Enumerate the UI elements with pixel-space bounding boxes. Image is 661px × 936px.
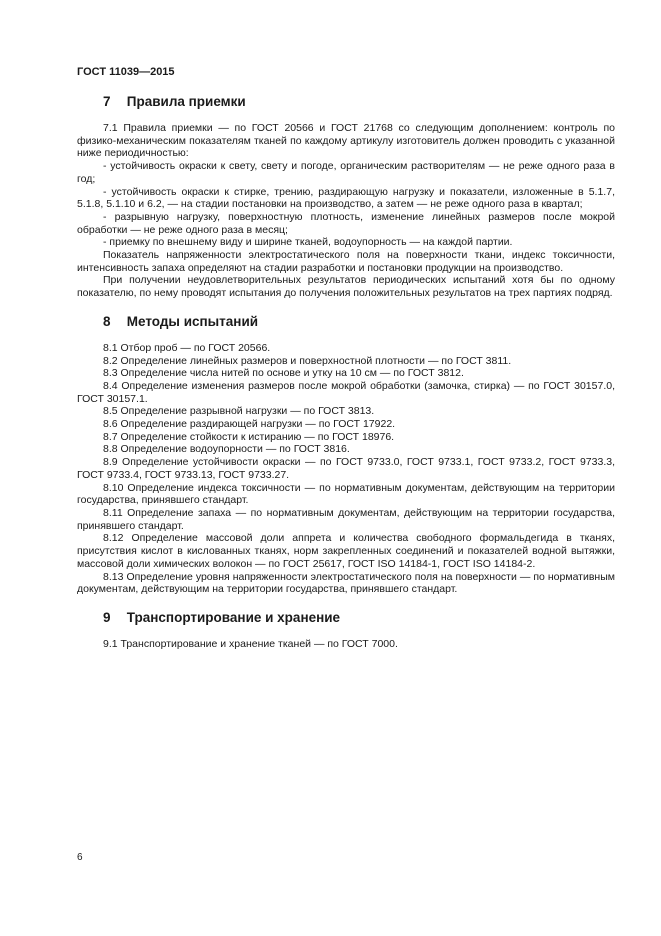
paragraph-8-3: 8.3 Определение числа нитей по основе и утку на 10 см — по ГОСТ 3812. — [103, 367, 464, 380]
page-number: 6 — [77, 852, 83, 863]
section-8-title — [103, 314, 615, 330]
section-8-title-text: Методы испытаний — [126, 313, 259, 329]
paragraph-8-7: 8.7 Определение стойкости к истиранию — по ГОСТ 18976. — [103, 430, 395, 443]
section-8-number: 8 — [103, 313, 111, 329]
section-7-title — [103, 94, 615, 110]
section-9-number: 9 — [103, 609, 111, 625]
paragraph-8-12: 8.12 Определение массовой доли аппрета и количества свободного формальдегида в тканях, присутствия кислот в кислованных тканях, норм закрепленных соединений и показателей водной вытяжки, массовой доли химических волокон — по ГОСТ 25617, ГОСТ ISO 14184-1, ГОСТ ISO 14184-2. — [77, 532, 615, 570]
paragraph-8-1: 8.1 Отбор проб — по ГОСТ 20566. — [103, 341, 271, 354]
paragraph-8-8: 8.8 Определение водоупорности — по ГОСТ 3816. — [103, 443, 350, 456]
section-7-number: 7 — [103, 94, 111, 109]
list-item-7-a: - устойчивость окраски к свету, свету и погоде, органическим растворителям — не реже одного раза в год; — [77, 160, 615, 185]
paragraph-8-11: 8.11 Определение запаха — по нормативным документам, действующим на территории государства, принявшего стандарт. — [77, 506, 615, 532]
document-code-header: ГОСТ 11039—2015 — [77, 66, 175, 78]
paragraph-9-1: 9.1 Транспортирование и хранение тканей — по ГОСТ 7000. — [103, 637, 398, 650]
section-8 — [77, 314, 615, 596]
paragraph-8-10: 8.10 Определение индекса токсичности — по нормативным документам, действующим на территории государства, принявшего стандарт. — [77, 481, 615, 507]
section-7 — [77, 94, 615, 300]
paragraph-8-9: 8.9 Определение устойчивости окраски — по ГОСТ 9733.0, ГОСТ 9733.1, ГОСТ 9733.2, ГОСТ 9733.3, ГОСТ 9733.4, ГОСТ 9733.13, ГОСТ 9733.27. — [77, 456, 615, 481]
paragraph-8-5: 8.5 Определение разрывной нагрузки — по ГОСТ 3813. — [103, 405, 375, 418]
paragraph-8-13: 8.13 Определение уровня напряженности электростатического поля на поверхности — по нормативным документам, действующим на территории государства, принявшего стандарт. — [77, 570, 615, 596]
paragraph-8-4: 8.4 Определение изменения размеров после мокрой обработки (замочка, стирка) — по ГОСТ 30157.0, ГОСТ 30157.1. — [77, 379, 615, 405]
section-7-title-text: Правила приемки — [126, 94, 246, 109]
list-item-7-c: - разрывную нагрузку, поверхностную плотность, изменение линейных размеров после мокрой обработки — не реже одного раза в месяц; — [77, 210, 615, 236]
list-item-7-b: - устойчивость окраски к стирке, трению, раздирающую нагрузку и показатели, изложенные в 5.1.7, 5.1.8, 5.1.10 и 6.2, — на стадии постановки на производство, а затем — не реже одного раза в квартал; — [77, 185, 615, 211]
document-body — [77, 94, 615, 651]
section-9-title — [103, 610, 615, 626]
list-item-7-d: - приемку по внешнему виду и ширине тканей, водоупорность — на каждой партии. — [103, 236, 513, 249]
paragraph-8-6: 8.6 Определение раздирающей нагрузки — по ГОСТ 17922. — [103, 418, 396, 431]
paragraph-8-2: 8.2 Определение линейных размеров и поверхностной плотности — по ГОСТ 3811. — [103, 354, 512, 367]
section-9 — [77, 610, 615, 651]
section-9-title-text: Транспортирование и хранение — [126, 609, 341, 625]
paragraph-7-retest: При получении неудовлетворительных результатов периодических испытаний хотя бы по одному показателю, по нему проводят испытания до получения положительных результатов на трех партиях подряд. — [77, 274, 615, 300]
paragraph-7-1: 7.1 Правила приемки — по ГОСТ 20566 и ГОСТ 21768 со следующим дополнением: контроль по физико-механическим показателям тканей по каждому артикулу изготовитель должен проводить с указанной ниже периодичностью: — [77, 122, 615, 160]
paragraph-7-electrostatic: Показатель напряженности электростатического поля на поверхности ткани, индекс токсичности, интенсивность запаха определяют на стадии разработки и постановки продукции на производство. — [77, 249, 615, 274]
